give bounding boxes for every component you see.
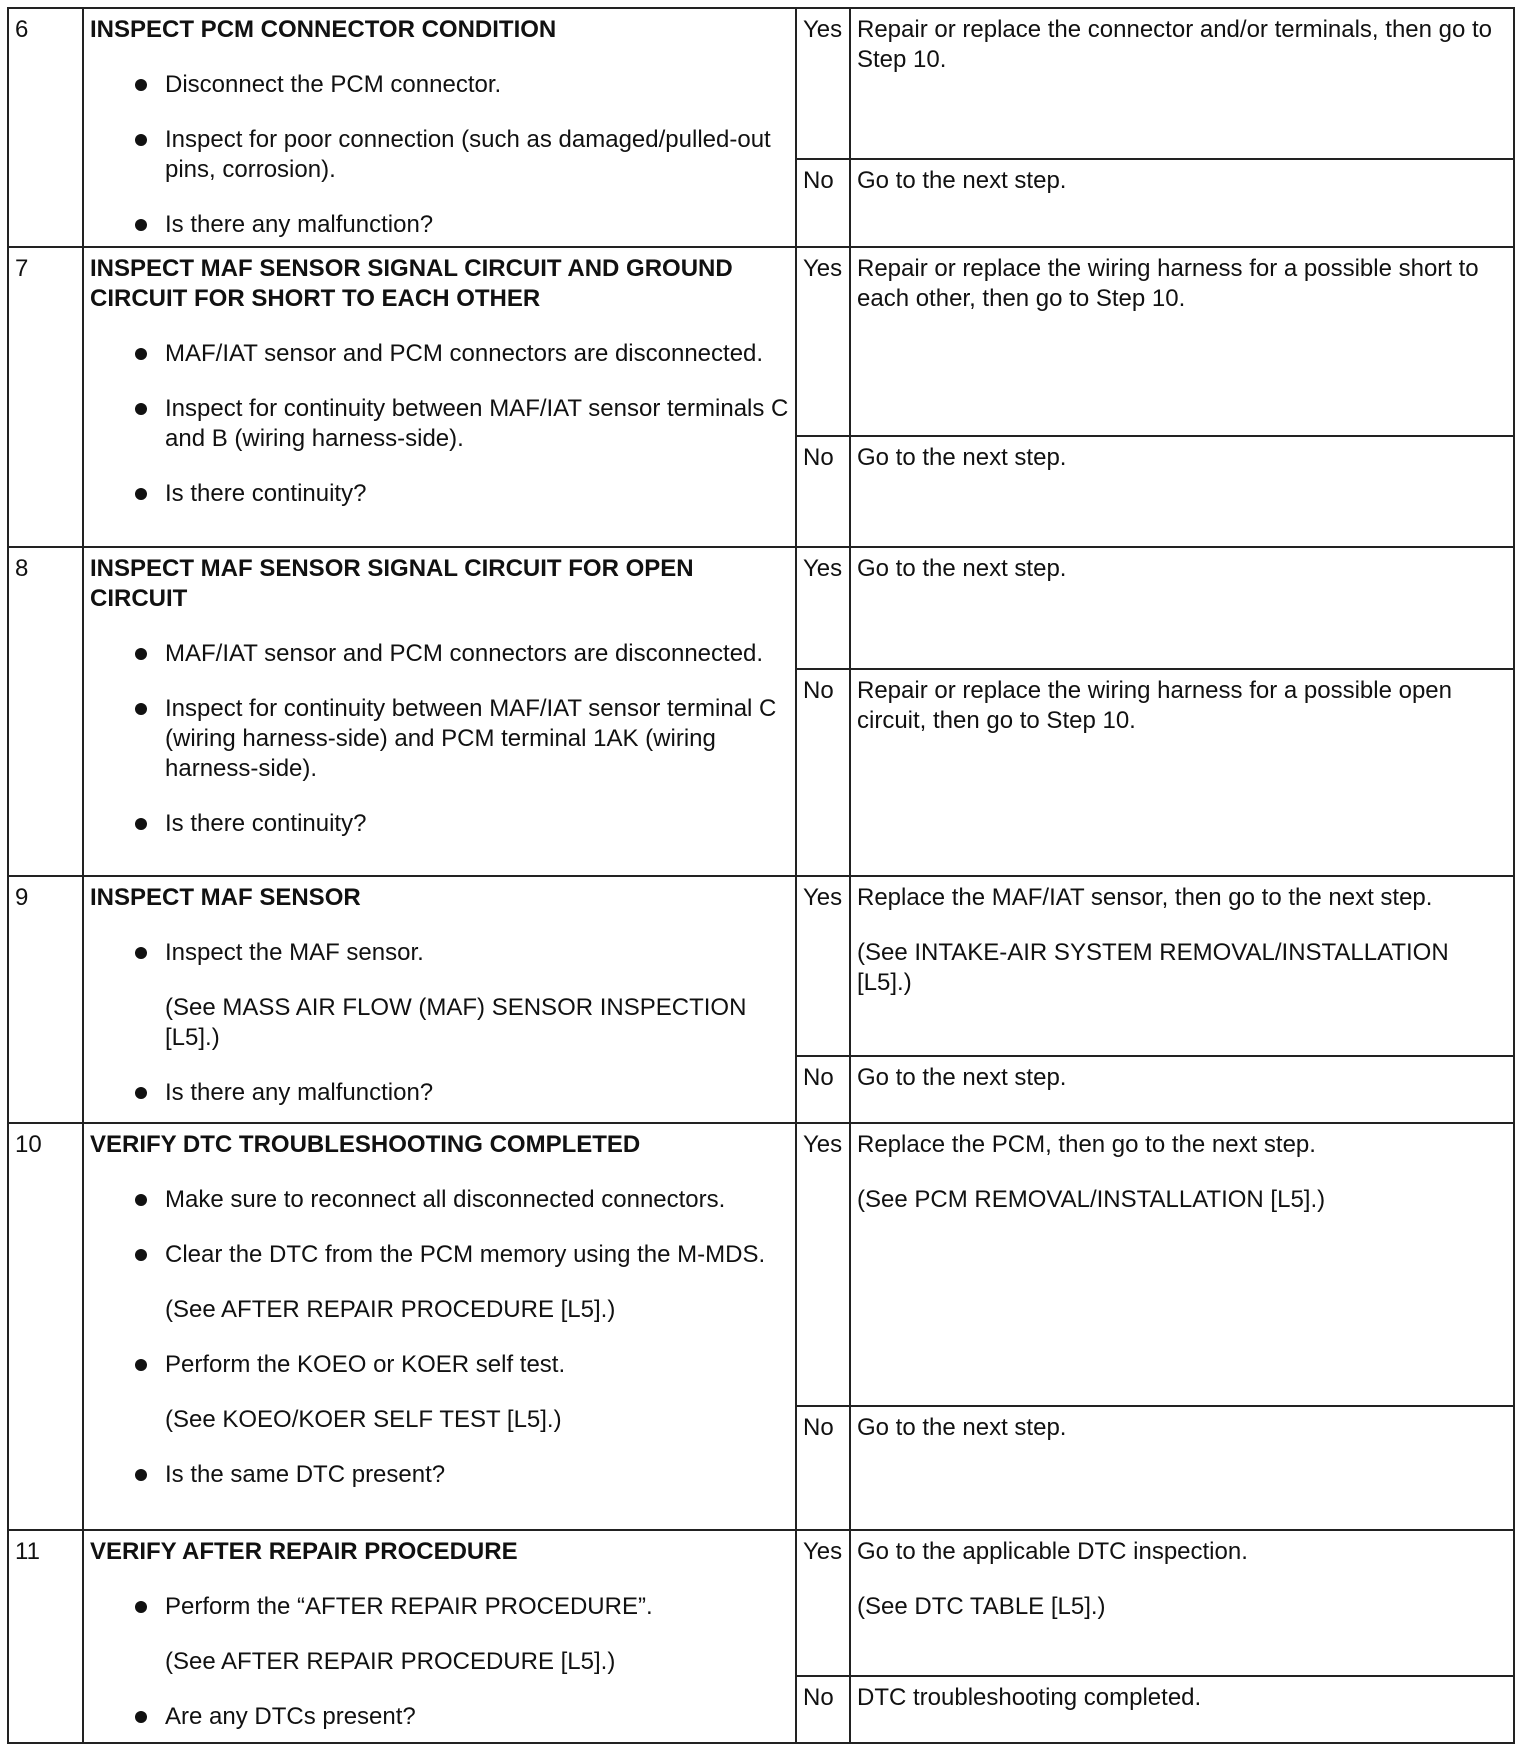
- bullet-icon: [135, 1711, 147, 1723]
- step-number: 6: [8, 8, 83, 247]
- step-title: INSPECT MAF SENSOR SIGNAL CIRCUIT AND GROUND CIRCUIT FOR SHORT TO EACH OTHER: [90, 255, 733, 312]
- bullet-item: [90, 1078, 789, 1108]
- bullet-icon: [135, 1601, 147, 1613]
- bullet-icon: [135, 1359, 147, 1371]
- bullet-item: [90, 479, 789, 509]
- bullet-text: Is there continuity?: [165, 810, 367, 837]
- action-text: DTC troubleshooting completed.: [857, 1684, 1202, 1711]
- no-label: No: [796, 1406, 850, 1530]
- action-text: Go to the next step.: [857, 167, 1067, 194]
- action-text: (See DTC TABLE [L5].): [857, 1593, 1106, 1620]
- no-label: No: [796, 436, 850, 547]
- step-title: INSPECT MAF SENSOR SIGNAL CIRCUIT FOR OPEN CIRCUIT: [90, 555, 694, 612]
- bullet-item: [90, 1592, 789, 1622]
- action-text: Repair or replace the wiring harness for a possible short to each other, then go to Step 10.: [857, 255, 1479, 312]
- yes-label: Yes: [796, 8, 850, 159]
- bullet-text: Inspect the MAF sensor.: [165, 939, 424, 966]
- bullet-icon: [135, 79, 147, 91]
- bullet-item: [90, 70, 789, 100]
- bullet-icon: [135, 818, 147, 830]
- bullet-text: MAF/IAT sensor and PCM connectors are disconnected.: [165, 340, 764, 367]
- bullet-text: Inspect for continuity between MAF/IAT sensor terminals C and B (wiring harness-side).: [165, 395, 789, 452]
- diagnostic-table: [7, 7, 1515, 1744]
- table-row: [8, 247, 1514, 436]
- bullet-text: Disconnect the PCM connector.: [165, 71, 502, 98]
- yes-action: [850, 8, 1514, 159]
- action-text: (See INTAKE-AIR SYSTEM REMOVAL/INSTALLATION [L5].): [857, 939, 1449, 996]
- yes-action: [850, 547, 1514, 669]
- bullet-text: Is there continuity?: [165, 480, 367, 507]
- yes-label: Yes: [796, 247, 850, 436]
- table-row: [8, 8, 1514, 159]
- no-label: No: [796, 1676, 850, 1743]
- yes-action: [850, 1123, 1514, 1406]
- step-number: 9: [8, 876, 83, 1123]
- no-action: [850, 669, 1514, 876]
- step-procedure: [83, 1123, 796, 1530]
- yes-action: [850, 876, 1514, 1056]
- bullet-icon: [135, 403, 147, 415]
- step-title: VERIFY AFTER REPAIR PROCEDURE: [90, 1538, 518, 1565]
- table-row: [8, 1530, 1514, 1676]
- action-text: Go to the next step.: [857, 555, 1067, 582]
- step-title: INSPECT MAF SENSOR: [90, 884, 361, 911]
- bullet-item: [90, 1460, 789, 1490]
- yes-label: Yes: [796, 1123, 850, 1406]
- bullet-text: MAF/IAT sensor and PCM connectors are disconnected.: [165, 640, 764, 667]
- bullet-icon: [135, 219, 147, 231]
- yes-label: Yes: [796, 876, 850, 1056]
- action-text: Go to the applicable DTC inspection.: [857, 1538, 1248, 1565]
- step-procedure: [83, 1530, 796, 1743]
- no-action: [850, 1406, 1514, 1530]
- step-procedure: [83, 876, 796, 1123]
- bullet-icon: [135, 648, 147, 660]
- step-procedure: [83, 8, 796, 247]
- bullet-text: Is there any malfunction?: [165, 1079, 434, 1106]
- bullet-text: Clear the DTC from the PCM memory using the M-MDS.: [165, 1241, 766, 1268]
- bullet-item: [90, 1185, 789, 1215]
- bullet-icon: [135, 348, 147, 360]
- no-action: [850, 436, 1514, 547]
- bullet-item: [90, 210, 789, 240]
- step-number: 11: [8, 1530, 83, 1743]
- bullet-text: Perform the “AFTER REPAIR PROCEDURE”.: [165, 1593, 653, 1620]
- bullet-item: [90, 694, 789, 784]
- yes-label: Yes: [796, 1530, 850, 1676]
- reference-note: (See AFTER REPAIR PROCEDURE [L5].): [165, 1648, 616, 1675]
- step-number: 10: [8, 1123, 83, 1530]
- action-text: Replace the PCM, then go to the next step.: [857, 1131, 1316, 1158]
- step-number: 7: [8, 247, 83, 547]
- bullet-icon: [135, 1194, 147, 1206]
- reference-note: (See MASS AIR FLOW (MAF) SENSOR INSPECTION [L5].): [165, 994, 747, 1051]
- yes-label: Yes: [796, 547, 850, 669]
- no-label: No: [796, 669, 850, 876]
- action-text: Repair or replace the wiring harness for a possible open circuit, then go to Step 10.: [857, 677, 1452, 734]
- table-row: [8, 547, 1514, 669]
- bullet-text: Are any DTCs present?: [165, 1703, 416, 1730]
- reference-note: (See KOEO/KOER SELF TEST [L5].): [165, 1406, 562, 1433]
- bullet-text: Inspect for continuity between MAF/IAT sensor terminal C (wiring harness-side) and PCM terminal 1AK (wiring harness-side).: [165, 695, 777, 782]
- bullet-icon: [135, 947, 147, 959]
- action-text: Go to the next step.: [857, 444, 1067, 471]
- action-text: Go to the next step.: [857, 1414, 1067, 1441]
- bullet-item: [90, 809, 789, 839]
- bullet-icon: [135, 488, 147, 500]
- bullet-icon: [135, 1249, 147, 1261]
- bullet-item: [90, 1240, 789, 1270]
- action-text: Replace the MAF/IAT sensor, then go to the next step.: [857, 884, 1433, 911]
- bullet-icon: [135, 134, 147, 146]
- bullet-item: [90, 394, 789, 454]
- no-label: No: [796, 159, 850, 247]
- action-text: Go to the next step.: [857, 1064, 1067, 1091]
- bullet-item: [90, 639, 789, 669]
- table-row: [8, 876, 1514, 1056]
- bullet-item: [90, 339, 789, 369]
- action-text: Repair or replace the connector and/or terminals, then go to Step 10.: [857, 16, 1493, 73]
- diagnostic-table-body: [8, 8, 1514, 1743]
- bullet-icon: [135, 1469, 147, 1481]
- step-number: 8: [8, 547, 83, 876]
- step-title: VERIFY DTC TROUBLESHOOTING COMPLETED: [90, 1131, 641, 1158]
- bullet-icon: [135, 1087, 147, 1099]
- bullet-item: [90, 125, 789, 185]
- bullet-icon: [135, 703, 147, 715]
- no-action: [850, 1676, 1514, 1743]
- action-text: (See PCM REMOVAL/INSTALLATION [L5].): [857, 1186, 1326, 1213]
- no-action: [850, 1056, 1514, 1123]
- bullet-text: Perform the KOEO or KOER self test.: [165, 1351, 566, 1378]
- step-title: INSPECT PCM CONNECTOR CONDITION: [90, 16, 557, 43]
- no-label: No: [796, 1056, 850, 1123]
- table-row: [8, 1123, 1514, 1406]
- reference-note: (See AFTER REPAIR PROCEDURE [L5].): [165, 1296, 616, 1323]
- bullet-item: [90, 1350, 789, 1380]
- bullet-item: [90, 938, 789, 968]
- no-action: [850, 159, 1514, 247]
- bullet-item: [90, 1702, 789, 1732]
- bullet-text: Make sure to reconnect all disconnected connectors.: [165, 1186, 726, 1213]
- bullet-text: Is there any malfunction?: [165, 211, 434, 238]
- bullet-text: Inspect for poor connection (such as damaged/pulled-out pins, corrosion).: [165, 126, 771, 183]
- bullet-text: Is the same DTC present?: [165, 1461, 446, 1488]
- step-procedure: [83, 547, 796, 876]
- step-procedure: [83, 247, 796, 547]
- yes-action: [850, 247, 1514, 436]
- yes-action: [850, 1530, 1514, 1676]
